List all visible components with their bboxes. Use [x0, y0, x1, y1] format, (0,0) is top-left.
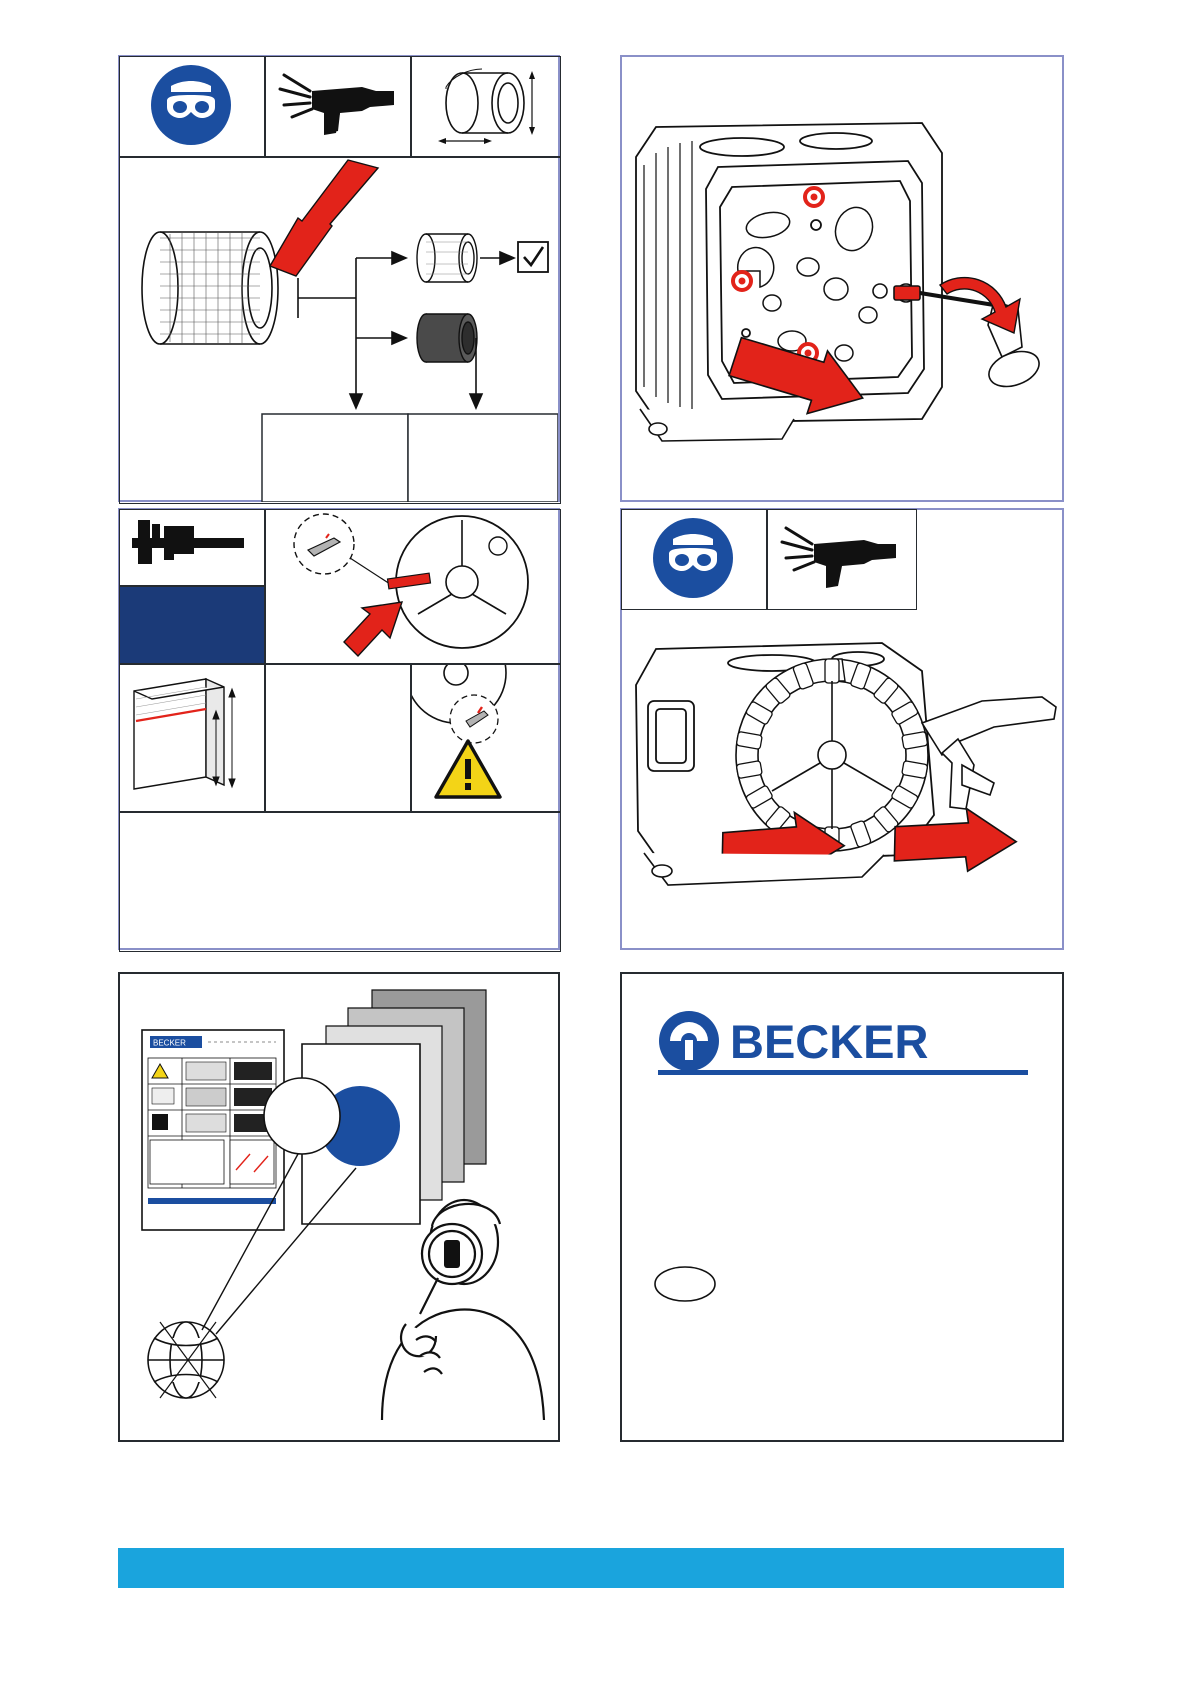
becker-logo: [658, 1010, 928, 1072]
cell-notes-blank: [119, 812, 561, 952]
cell-blank-mid: [265, 664, 411, 812]
panel-manual-documents: [118, 972, 560, 1442]
panel-filter-cartridge-inspection: [118, 55, 560, 502]
warning-and-vane-detail: [412, 665, 558, 809]
person-with-magnifier-icon: [382, 1200, 544, 1420]
checkbox-checked-icon: [518, 242, 548, 272]
safety-goggles-icon: [622, 510, 764, 607]
caliper-icon: [120, 510, 262, 583]
air-blow-gun-icon: [768, 510, 914, 607]
panel-vane-measurement: [118, 508, 560, 950]
pump-fin-cleaning-illustration: [622, 615, 1062, 945]
manual-and-docs-illustration: [120, 974, 558, 1440]
cell-vane-stack-dimension: [119, 664, 265, 812]
cell-cartridge-dimension: [411, 56, 561, 157]
cell-cartridge-flow: [119, 157, 561, 504]
panel-fin-cleaning: [620, 508, 1064, 950]
cell-caliper: [119, 509, 265, 586]
cartridge-flow-diagram: [120, 158, 558, 502]
pump-housing-illustration: [622, 57, 1062, 500]
brand-underline: [658, 1070, 1028, 1075]
vane-insert-detail-icon: [266, 510, 558, 661]
cell-warning: [411, 664, 561, 812]
brand-wordmark: BECKER: [730, 1014, 929, 1068]
air-blow-gun-icon: [266, 57, 408, 154]
cell-air-blow-gun-2: [767, 509, 917, 610]
vane-stack-dimension-icon: [120, 665, 262, 809]
cell-air-blow-gun: [265, 56, 411, 157]
becker-mark-icon: [658, 1010, 720, 1072]
blow-gun-tool: [922, 697, 1056, 809]
panel-brand-block: [620, 972, 1064, 1442]
cell-safety-goggles: [119, 56, 265, 157]
cell-safety-goggles-2: [621, 509, 767, 610]
warning-triangle-icon: [436, 741, 500, 797]
rotate-arrow: [940, 278, 1020, 333]
footer-bar: [118, 1548, 1064, 1588]
panel-pump-screw-removal: [620, 55, 1064, 502]
becker-manual-cover: [142, 1030, 284, 1230]
oval-mark-icon: [652, 1264, 718, 1304]
safety-goggles-icon: [120, 57, 262, 154]
cell-vane-insert-detail: [265, 509, 561, 664]
globe-icon: [148, 1322, 224, 1398]
result-box-right: [408, 414, 558, 502]
filter-cartridge-dimension-icon: [412, 57, 558, 154]
magnified-area: [264, 1078, 340, 1154]
svg-text:BECKER: BECKER: [153, 1038, 186, 1048]
vane-thickness-value-block: [119, 586, 265, 664]
result-box-left: [262, 414, 408, 502]
